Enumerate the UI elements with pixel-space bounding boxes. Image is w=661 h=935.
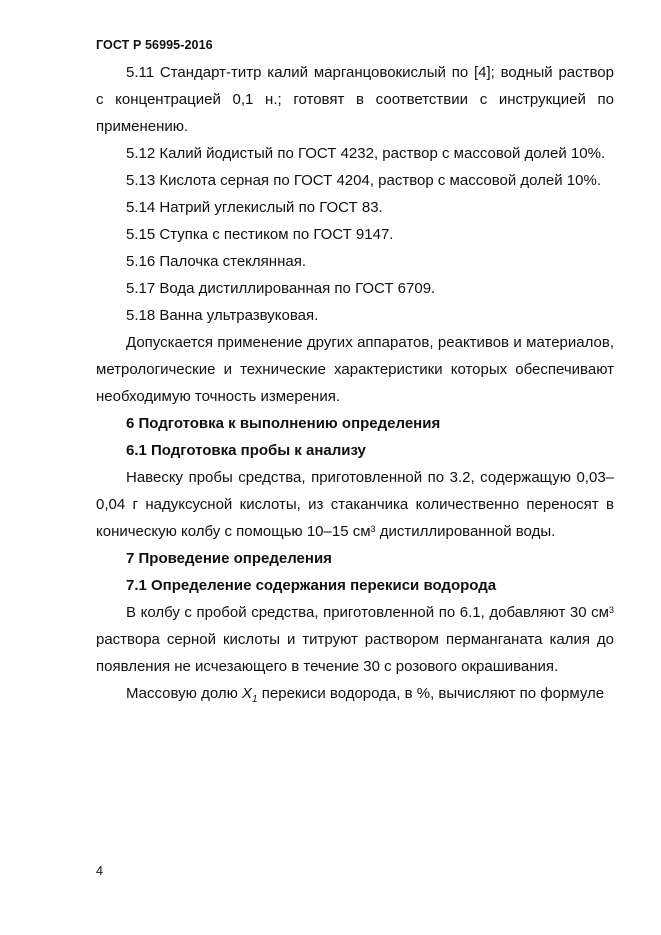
paragraph-titration <box>96 599 614 680</box>
subsection-heading-7-1: 7.1 Определение содержания перекиси водорода <box>126 577 497 594</box>
flask-text-part-2: раствора серной кислоты и титруют раствором перманганата калия до появления не исчезающего в течение 30 с розового окрашивания. <box>96 631 614 675</box>
paragraph-sample-preparation <box>96 464 614 545</box>
document-code: ГОСТ Р 56995-2016 <box>96 38 213 52</box>
superscript-3: 3 <box>370 524 376 534</box>
mass-text-part-2: перекиси водорода, в %, вычисляют по формуле <box>257 685 605 702</box>
paragraph-5-11: 5.11 Стандарт-титр калий марганцовокислый по [4]; водный раствор с концентрацией 0,1 н.; готовят в соответствии с инструкцией по применению. <box>96 64 614 135</box>
paragraph-allowed-alternatives: Допускается применение других аппаратов, реактивов и материалов, метрологические и технические характеристики которых обеспечивают необходимую точность измерения. <box>96 334 614 405</box>
subsection-heading-6-1: 6.1 Подготовка пробы к анализу <box>126 442 366 459</box>
mass-text-part-1: Массовую долю <box>126 685 243 702</box>
superscript-3: 3 <box>608 605 614 615</box>
sample-text-part-1: Навеску пробы средства, приготовленной по 3.2, содержащую 0,03–0,04 г надуксусной кислоты, из стаканчика количественно переносят в коническую колбу с помощью 10–15 см <box>96 469 614 540</box>
paragraph-5-16: 5.16 Палочка стеклянная. <box>126 253 306 270</box>
sample-text-part-2: дистиллированной воды. <box>375 523 556 540</box>
paragraph-5-18: 5.18 Ванна ультразвуковая. <box>126 307 319 324</box>
section-heading-7: 7 Проведение определения <box>126 550 332 567</box>
section-heading-6: 6 Подготовка к выполнению определения <box>126 415 441 432</box>
paragraph-5-15: 5.15 Ступка с пестиком по ГОСТ 9147. <box>126 226 394 243</box>
variable-x1 <box>242 685 258 705</box>
document-body <box>96 59 614 713</box>
paragraph-5-17: 5.17 Вода дистиллированная по ГОСТ 6709. <box>126 280 436 297</box>
paragraph-mass-fraction <box>96 680 614 713</box>
paragraph-5-14: 5.14 Натрий углекислый по ГОСТ 83. <box>126 199 383 216</box>
variable-subscript: 1 <box>252 694 258 705</box>
paragraph-5-12: 5.12 Калий йодистый по ГОСТ 4232, раствор с массовой долей 10%. <box>126 145 606 162</box>
flask-text-part-1: В колбу с пробой средства, приготовленной по 6.1, добавляют 30 см <box>126 604 609 621</box>
paragraph-5-13: 5.13 Кислота серная по ГОСТ 4204, раствор с массовой долей 10%. <box>126 172 601 189</box>
page-number: 4 <box>96 864 103 878</box>
variable-x: X <box>242 685 253 702</box>
